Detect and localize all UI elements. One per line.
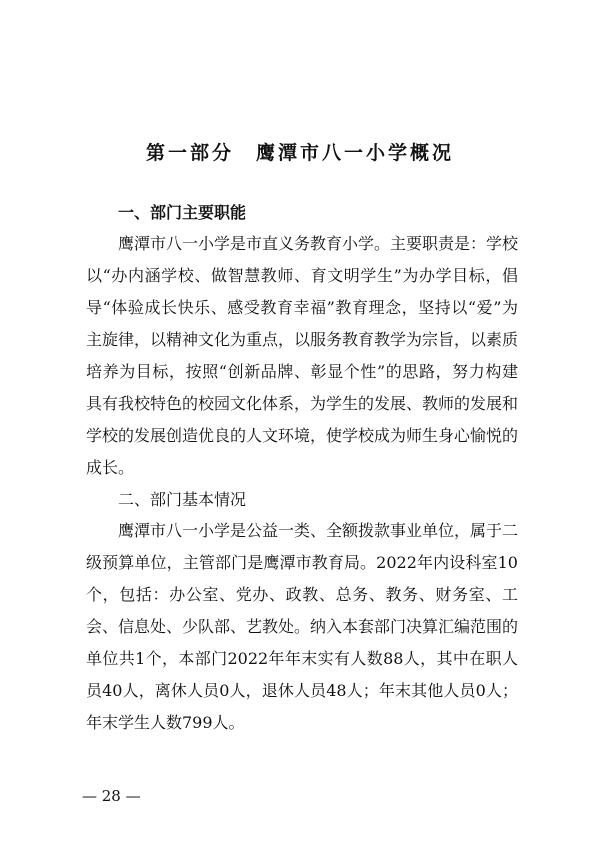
- section-heading-basic-info: 二、部门基本情况: [118, 490, 247, 509]
- section-body-main-functions: 鹰潭市八一小学是市直义务教育小学。主要职责是：学校以“办内涵学校、做智慧教师、育文明学生”为办学目标，倡导“体验成长快乐、感受教育幸福”教育理念，坚持以“爱”为主旋律，以精神文化为重点，以服务教育教学为宗旨，以素质培养为目标，按照“创新品牌、彰显个性”的思路，努力构建具有我校特色的校园文化体系，为学生的发展、教师的发展和学校的发展创造优良的人文环境，使学校成为师生身心愉悦的成长。: [86, 234, 519, 477]
- page-number: — 28 —: [82, 787, 141, 805]
- page-title: 第一部分 鹰潭市八一小学概况: [145, 142, 454, 164]
- section-body-basic-info: 鹰潭市八一小学是公益一类、全额拨款事业单位，属于二级预算单位，主管部门是鹰潭市教育局。2022年内设科室10个，包括：办公室、党办、政教、总务、教务、财务室、工会、信息处、少队部、艺教处。纳入本套部门决算汇编范围的单位共1个，本部门2022年年末实有人数88人，其中在职人员40人，离休人员0人，退休人员48人；年末其他人员0人；年末学生人数799人。: [86, 521, 519, 732]
- section-heading-main-functions: 一、部门主要职能: [118, 203, 247, 222]
